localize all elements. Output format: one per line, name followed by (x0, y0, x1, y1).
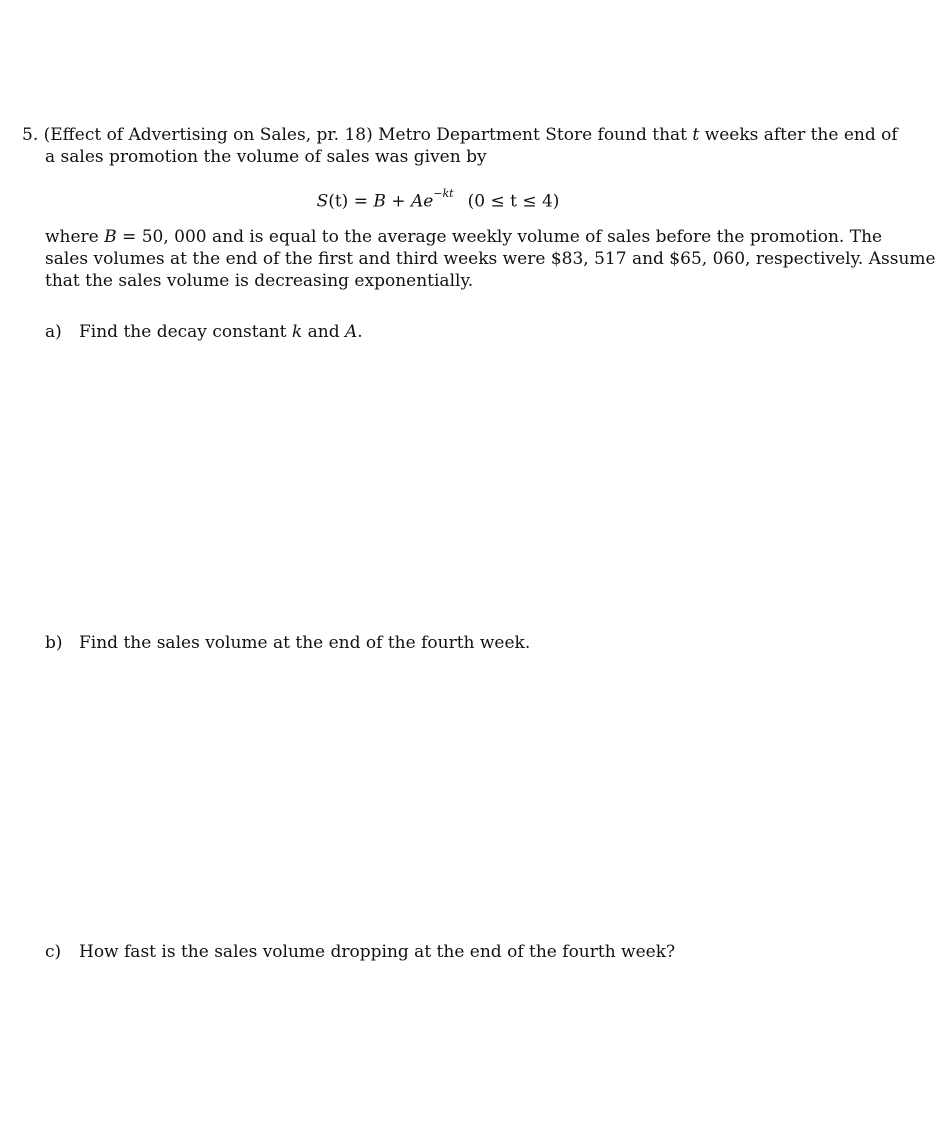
formula-A: A (410, 191, 424, 212)
formula-plus: + (385, 191, 411, 212)
formula-e: e (423, 191, 434, 212)
problem-header (22, 124, 898, 146)
question-c (45, 941, 675, 963)
intro-text-1b: weeks after the end of (699, 125, 898, 145)
description-line-2: sales volumes at the end of the first and third weeks were $83, 517 and $65, 060, respectively. Assume (45, 249, 936, 269)
variable-B: B (104, 227, 117, 247)
question-a-text-b: and (302, 322, 345, 342)
formula-exponent: −kt (433, 187, 454, 200)
question-c-text: How fast is the sales volume dropping at the end of the fourth week? (79, 942, 676, 962)
description-line-1 (45, 226, 882, 248)
description-line-3: that the sales volume is decreasing exponentially. (45, 271, 474, 291)
variable-t: t (692, 125, 700, 145)
question-b-text: Find the sales volume at the end of the fourth week. (79, 633, 531, 653)
desc-text-1a: where (45, 227, 105, 247)
formula-domain: (0 ≤ t ≤ 4) (467, 191, 560, 212)
intro-text-1a: (Effect of Advertising on Sales, pr. 18) Metro Department Store found that (43, 125, 693, 145)
question-a-text-a: Find the decay constant (79, 322, 292, 342)
question-b (45, 632, 530, 654)
desc-text-1b: = 50, 000 and is equal to the average weekly volume of sales before the promotion. The (116, 227, 883, 247)
intro-line-2: a sales promotion the volume of sales was given by (45, 147, 487, 167)
question-c-label: c) (45, 942, 62, 962)
question-a-label: a) (45, 322, 62, 342)
problem-number: 5. (22, 125, 39, 145)
formula-lhs: (t) = (328, 191, 374, 212)
variable-k: k (291, 322, 303, 342)
question-b-label: b) (45, 633, 63, 653)
question-a-text-c: . (357, 322, 363, 342)
question-a (45, 321, 363, 343)
sales-formula (0, 186, 876, 213)
formula-S: S (316, 191, 329, 212)
variable-A: A (345, 322, 358, 342)
formula-B: B (373, 191, 386, 212)
